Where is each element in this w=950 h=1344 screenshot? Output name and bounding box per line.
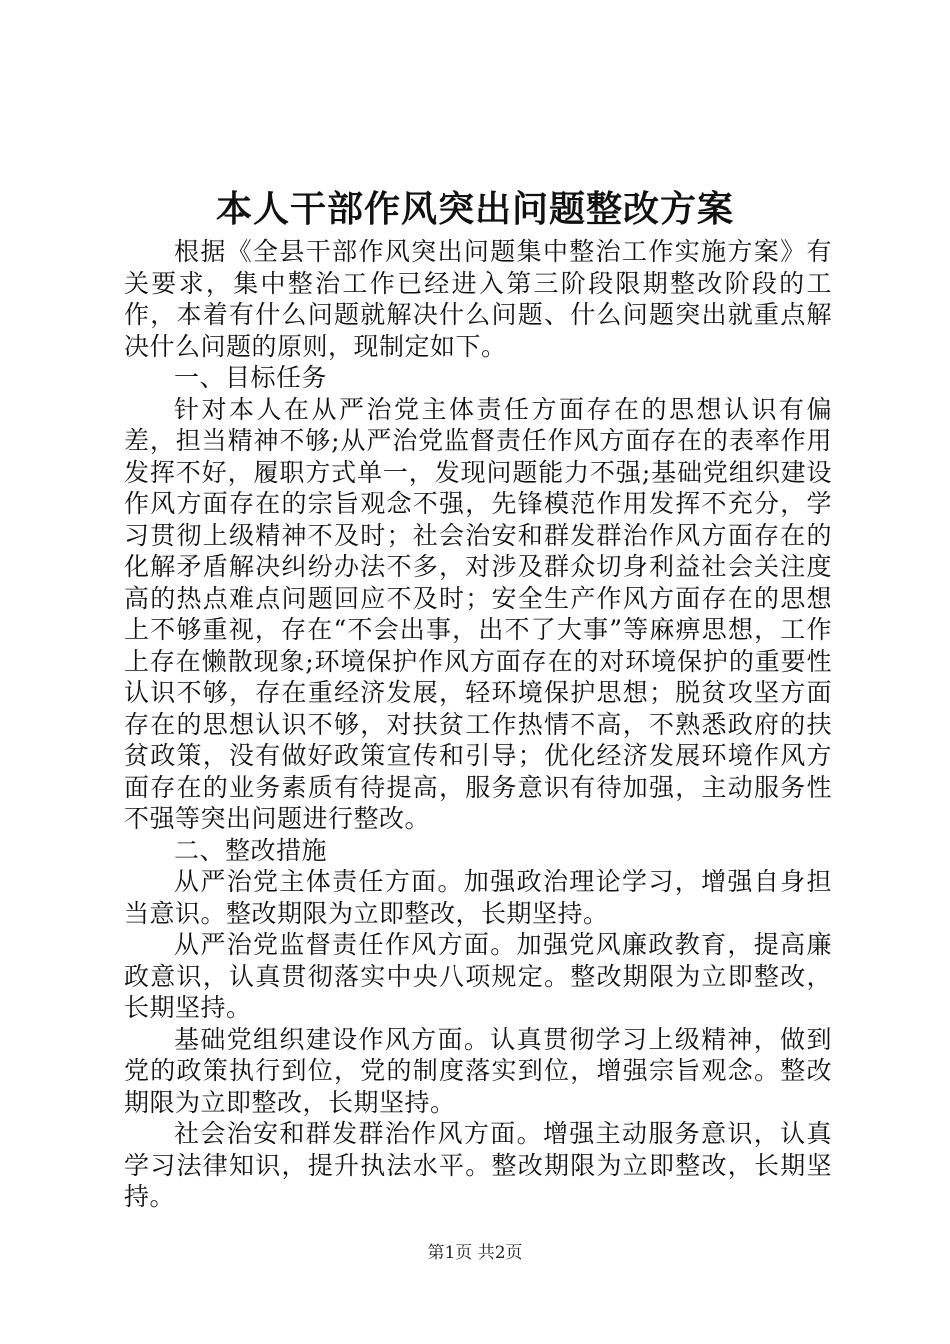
measure-paragraph-2: 从严治党监督责任作风方面。加强党风廉政教育，提高廉政意识，认真贯彻落实中央八项规定。整改期限为立即整改，长期坚持。 bbox=[124, 930, 832, 1022]
goals-paragraph: 针对本人在从严治党主体责任方面存在的思想认识有偏差，担当精神不够;从严治党监督责任作风方面存在的表率作用发挥不好，履职方式单一，发现问题能力不强;基础党组织建设作风方面存在的宗旨观念不强，先锋模范作用发挥不充分，学习贯彻上级精神不及时；社会治安和群发群治作风方面存在的化解矛盾解决纠纷办法不多，对涉及群众切身利益社会关注度高的热点难点问题回应不及时；安全生产作风方面存在的思想上不够重视，存在“不会出事，出不了大事”等麻痹思想，工作上存在懒散现象;环境保护作风方面存在的对环境保护的重要性认识不够，存在重经济发展，轻环境保护思想；脱贫攻坚方面存在的思想认识不够，对扶贫工作热情不高，不熟悉政府的扶贫政策，没有做好政策宣传和引导；优化经济发展环境作风方面存在的业务素质有待提高，服务意识有待加强，主动服务性不强等突出问题进行整改。 bbox=[124, 394, 832, 833]
document-title: 本人干部作风突出问题整改方案 bbox=[215, 188, 734, 230]
section-heading-goals: 一、目标任务 bbox=[174, 363, 328, 392]
measure-paragraph-1: 从严治党主体责任方面。加强政治理论学习，增强自身担当意识。整改期限为立即整改，长期坚持。 bbox=[124, 867, 832, 928]
page-number-footer: 第1页 共2页 bbox=[427, 1243, 523, 1263]
measure-paragraph-4: 社会治安和群发群治作风方面。增强主动服务意识，认真学习法律知识，提升执法水平。整改期限为立即整改，长期坚持。 bbox=[124, 1119, 832, 1211]
measure-paragraph-3: 基础党组织建设作风方面。认真贯彻学习上级精神，做到党的政策执行到位，党的制度落实到位，增强宗旨观念。整改期限为立即整改，长期坚持。 bbox=[124, 1024, 832, 1117]
intro-paragraph: 根据《全县干部作风突出问题集中整治工作实施方案》有关要求，集中整治工作已经进入第三阶段限期整改阶段的工作，本着有什么问题就解决什么问题、什么问题突出就重点解决什么问题的原则，现制定如下。 bbox=[124, 237, 832, 361]
document-body bbox=[124, 236, 832, 1213]
section-heading-measures: 二、整改措施 bbox=[174, 835, 328, 865]
